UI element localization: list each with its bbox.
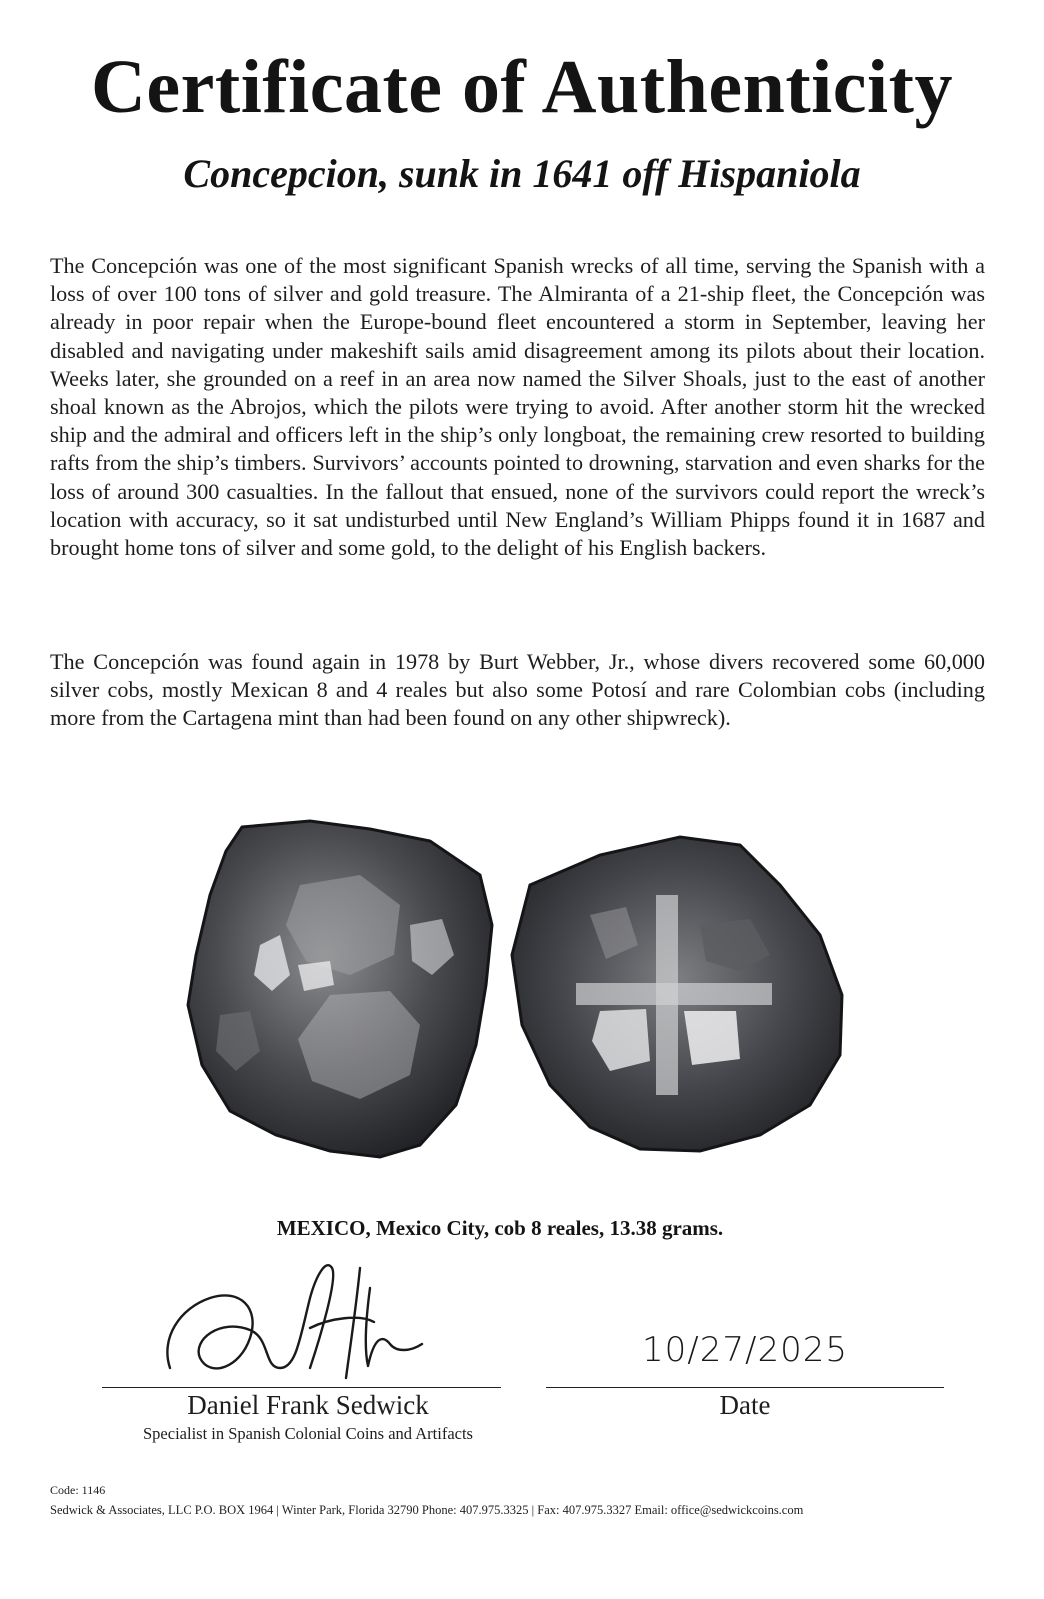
- date-label: Date: [719, 1390, 771, 1420]
- coin-reverse: [512, 837, 842, 1151]
- signer-role: Specialist in Spanish Colonial Coins and Artifacts: [143, 1424, 473, 1443]
- coin-photo: [180, 815, 860, 1175]
- coin-caption: MEXICO, Mexico City, cob 8 reales, 13.38 grams.: [276, 1216, 724, 1240]
- history-paragraph-1: The Concepción was one of the most significant Spanish wrecks of all time, serving the Spanish with a loss of over 100 tons of silver and gold treasure. The Almiranta of a 21-ship fleet, the Concepción was already in poor repair when the Europe-bound fleet encountered a storm in September, leaving her disabled and navigating under makeshift sails amid disagreement among its pilots about their location. Weeks later, she grounded on a reef in an area now named the Silver Shoals, just to the east of another shoal known as the Abrojos, which the pilots were trying to avoid. After another storm hit the wrecked ship and the admiral and officers left in the ship’s only longboat, the remaining crew resorted to building rafts from the ship’s timbers. Survivors’ accounts pointed to drowning, starvation and even sharks for the loss of around 300 casualties. In the fallout that ensued, none of the survivors could report the wreck’s location with accuracy, so it sat undisturbed until New England’s William Phipps found it in 1687 and brought home tons of silver and some gold, to the delight of his English backers.: [50, 253, 985, 561]
- certificate-title: Certificate of Authenticity: [91, 45, 953, 129]
- coin-obverse: [188, 821, 492, 1157]
- history-paragraph-2: The Concepción was found again in 1978 by Burt Webber, Jr., whose divers recovered some 60,000 silver cobs, mostly Mexican 8 and 4 reales but also some Potosí and rare Colombian cobs (including more from the Cartagena mint than had been found on any other shipwreck).: [50, 649, 985, 731]
- certificate-code: Code: 1146: [50, 1483, 106, 1497]
- date-line: [546, 1387, 944, 1388]
- certificate-subtitle: Concepcion, sunk in 1641 off Hispaniola: [183, 151, 861, 196]
- signature-date-value: 10/27/2025: [642, 1330, 848, 1370]
- handwritten-signature: [160, 1248, 430, 1398]
- signature-line: [102, 1387, 501, 1388]
- signer-name: Daniel Frank Sedwick: [187, 1390, 429, 1420]
- company-contact-footer: Sedwick & Associates, LLC P.O. BOX 1964 | Winter Park, Florida 32790 Phone: 407.975.3325 | Fax: 407.975.3327 Email: office@sedwickcoins.com: [50, 1503, 804, 1517]
